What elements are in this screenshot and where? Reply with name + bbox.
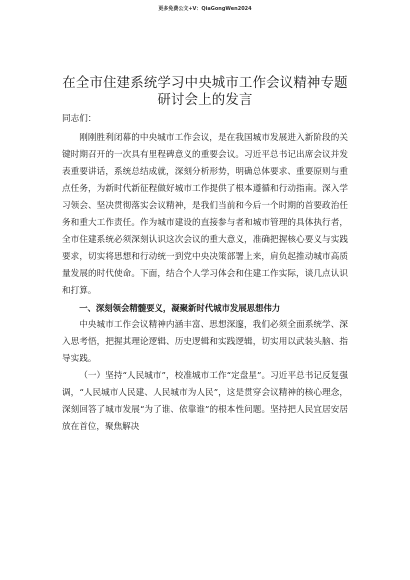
greeting: 同志们： [62,114,97,124]
paragraph-subsection-1: （一）坚持“人民城市”，校准城市工作“定盘星”。习近平总书记反复强调，“人民城市人民建、人民城市为人民”，这是贯穿会议精神的核心理念，深刻回答了城市发展“为了谁、依靠谁”的根本性问题。坚持把人民宜居安居放在首位，聚焦解决 [62,371,348,432]
section-heading: 一、深刻领会精髓要义，凝聚新时代城市发展思想伟力 [79,303,281,313]
document-body [62,130,348,436]
paragraph-section-intro: 中央城市工作会议精神内涵丰富、思想深邃，我们必须全面系统学、深入思考悟，把握其理论逻辑、历史逻辑和实践逻辑，切实用以武装头脑、指导实践。 [62,320,348,364]
paragraph-intro: 刚刚胜利闭幕的中央城市工作会议，是在我国城市发展进入新阶段的关键时期召开的一次具有里程碑意义的重要会议。习近平总书记出席会议并发表重要讲话，系统总结成就，深刻分析形势，明确总体要求、重要原则与重点任务，为新时代新征程做好城市工作提供了根本遵循和行动指南。深入学习领会、坚决贯彻落实会议精神，是我们当前和今后一个时期的首要政治任务和重大工作责任。作为城市建设的直接参与者和城市管理的具体执行者，全市住建系统必须深刻认识这次会议的重大意义，准确把握核心要义与实践要求，切实将思想和行动统一到党中央决策部署上来，肩负起推动城市高质量发展的时代使命。下面，结合个人学习体会和住建工作实际，谈几点认识和打算。 [62,133,348,296]
watermark-text: 更多免费公文+V：QiaGongWen2024 [158,6,252,12]
document-title: 在全市住建系统学习中央城市工作会议精神专题研讨会上的发言 [62,76,348,108]
